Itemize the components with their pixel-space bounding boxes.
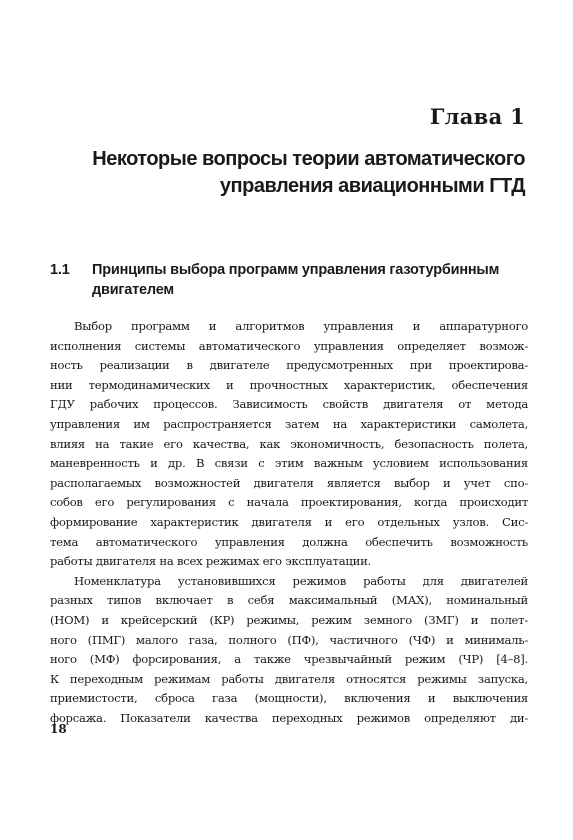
text-line: работы двигателя на всех режимах его эксплуатации. <box>50 554 371 569</box>
text-line: ГДУ рабочих процессов. Зависимость свойств двигателя от метода <box>50 397 528 412</box>
text-line: располагаемых возможностей двигателя является выбор и учет спо- <box>50 475 528 490</box>
body-text <box>50 317 528 728</box>
text-line: К переходным режимам работы двигателя относятся режимы запуска, <box>50 671 528 686</box>
text-line: влияя на такие его качества, как экономичность, безопасность полета, <box>50 436 528 451</box>
text-line: ного (МФ) форсирования, а также чрезвычайный режим (ЧР) [4–8]. <box>50 652 528 667</box>
text-line: управления им распространяется затем на характеристики самолета, <box>50 416 528 431</box>
chapter-title <box>55 146 525 200</box>
paragraph <box>50 572 528 729</box>
chapter-label: Глава 1 <box>429 104 525 129</box>
paragraph <box>50 317 528 572</box>
text-line: форсажа. Показатели качества переходных режимов определяют ди- <box>50 710 528 725</box>
text-line: маневренность и др. В связи с этим важным условием использования <box>50 456 528 471</box>
text-line: формирование характеристик двигателя и его отдельных узлов. Сис- <box>50 514 528 529</box>
chapter-title-line: управления авиационными ГТД <box>219 175 525 197</box>
page-number: 18 <box>50 722 67 736</box>
chapter-title-line: Некоторые вопросы теории автоматического <box>92 148 525 170</box>
text-line: Выбор программ и алгоритмов управления и аппаратурного <box>74 319 528 333</box>
text-line: собов его регулирования с начала проектирования, когда происходит <box>50 495 528 510</box>
text-line: разных типов включает в себя максимальный (МАХ), номинальный <box>50 593 528 608</box>
text-line: тема автоматического управления должна обеспечить возможность <box>50 534 528 549</box>
section-number: 1.1 <box>50 262 70 278</box>
text-line: (НОМ) и крейсерский (КР) режимы, режим земного (ЗМГ) и полет- <box>50 612 528 627</box>
section-title <box>92 260 532 300</box>
section-title-line: двигателем <box>92 282 174 298</box>
section-title-line: Принципы выбора программ управления газотурбинным <box>92 262 500 278</box>
text-line: Номенклатура установившихся режимов работы для двигателей <box>74 573 528 588</box>
text-line: нии термодинамических и прочностных характеристик, обеспечения <box>50 377 528 392</box>
text-line: приемистости, сброса газа (мощности), включения и выключения <box>50 691 528 706</box>
text-line: ного (ПМГ) малого газа, полного (ПФ), частичного (ЧФ) и минималь- <box>50 632 528 647</box>
text-line: исполнения системы автоматического управления определяет возмож- <box>50 338 528 353</box>
text-line: ность реализации в двигателе предусмотренных при проектирова- <box>50 358 528 373</box>
